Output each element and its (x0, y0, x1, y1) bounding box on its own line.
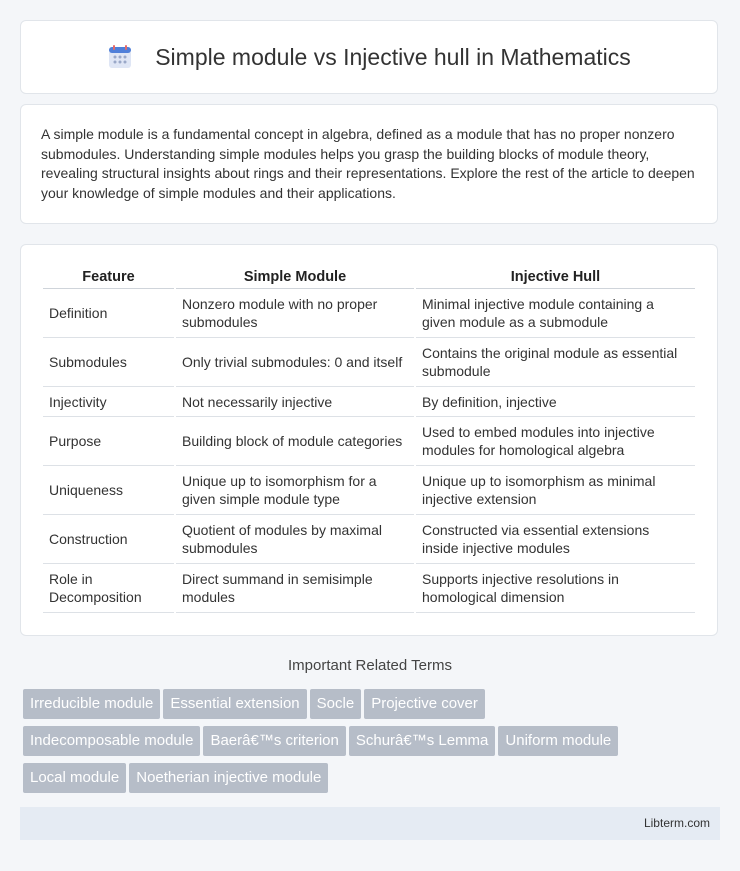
simple-module-cell: Direct summand in semisimple modules (176, 564, 414, 613)
simple-module-cell: Not necessarily injective (176, 387, 414, 417)
column-header: Feature (43, 265, 174, 289)
column-header: Injective Hull (416, 265, 695, 289)
simple-module-cell: Only trivial submodules: 0 and itself (176, 338, 414, 387)
table-row (43, 515, 695, 564)
injective-hull-cell: Used to embed modules into injective modules for homological algebra (416, 417, 695, 466)
related-term-tag[interactable]: Irreducible module (23, 689, 160, 719)
injective-hull-cell: Contains the original module as essential submodule (416, 338, 695, 387)
injective-hull-cell: Unique up to isomorphism as minimal injective extension (416, 466, 695, 515)
comparison-table (41, 265, 697, 613)
related-term-tag[interactable]: Baerâ€™s criterion (203, 726, 345, 756)
related-term-tag[interactable]: Projective cover (364, 689, 485, 719)
table-row (43, 564, 695, 613)
related-terms-tags (23, 689, 723, 800)
feature-cell: Injectivity (43, 387, 174, 417)
feature-cell: Construction (43, 515, 174, 564)
related-term-tag[interactable]: Socle (310, 689, 362, 719)
table-row (43, 289, 695, 338)
injective-hull-cell: Constructed via essential extensions inside injective modules (416, 515, 695, 564)
intro-card (20, 104, 718, 224)
related-terms-title: Important Related Terms (288, 657, 452, 674)
related-term-tag[interactable]: Schurâ€™s Lemma (349, 726, 496, 756)
table-row (43, 417, 695, 466)
footer (20, 807, 720, 840)
table-header-row (43, 265, 695, 289)
page-title: Simple module vs Injective hull in Mathematics (155, 43, 631, 70)
simple-module-cell: Building block of module categories (176, 417, 414, 466)
column-header: Simple Module (176, 265, 414, 289)
table-row (43, 387, 695, 417)
feature-cell: Role in Decomposition (43, 564, 174, 613)
feature-cell: Submodules (43, 338, 174, 387)
related-term-tag[interactable]: Indecomposable module (23, 726, 200, 756)
feature-cell: Definition (43, 289, 174, 338)
related-term-tag[interactable]: Local module (23, 763, 126, 793)
related-term-tag[interactable]: Noetherian injective module (129, 763, 328, 793)
feature-cell: Uniqueness (43, 466, 174, 515)
feature-cell: Purpose (43, 417, 174, 466)
injective-hull-cell: Supports injective resolutions in homological dimension (416, 564, 695, 613)
simple-module-cell: Quotient of modules by maximal submodules (176, 515, 414, 564)
related-term-tag[interactable]: Uniform module (498, 726, 618, 756)
simple-module-cell: Unique up to isomorphism for a given simple module type (176, 466, 414, 515)
simple-module-cell: Nonzero module with no proper submodules (176, 289, 414, 338)
comparison-table-card (20, 244, 718, 636)
injective-hull-cell: By definition, injective (416, 387, 695, 417)
table-row (43, 338, 695, 387)
header-card (20, 20, 718, 94)
table-row (43, 466, 695, 515)
related-term-tag[interactable]: Essential extension (163, 689, 306, 719)
footer-link[interactable]: Libterm.com (643, 816, 710, 830)
injective-hull-cell: Minimal injective module containing a given module as a submodule (416, 289, 695, 338)
intro-text: A simple module is a fundamental concept in algebra, defined as a module that has no proper nonzero submodules. Understanding simple modules helps you grasp the building blocks of module theory, revealing structural insights about rings and their representations. Explore the rest of the article to deepen your knowledge of simple modules and their applications. (41, 126, 695, 201)
calendar-grid-icon (107, 44, 133, 70)
